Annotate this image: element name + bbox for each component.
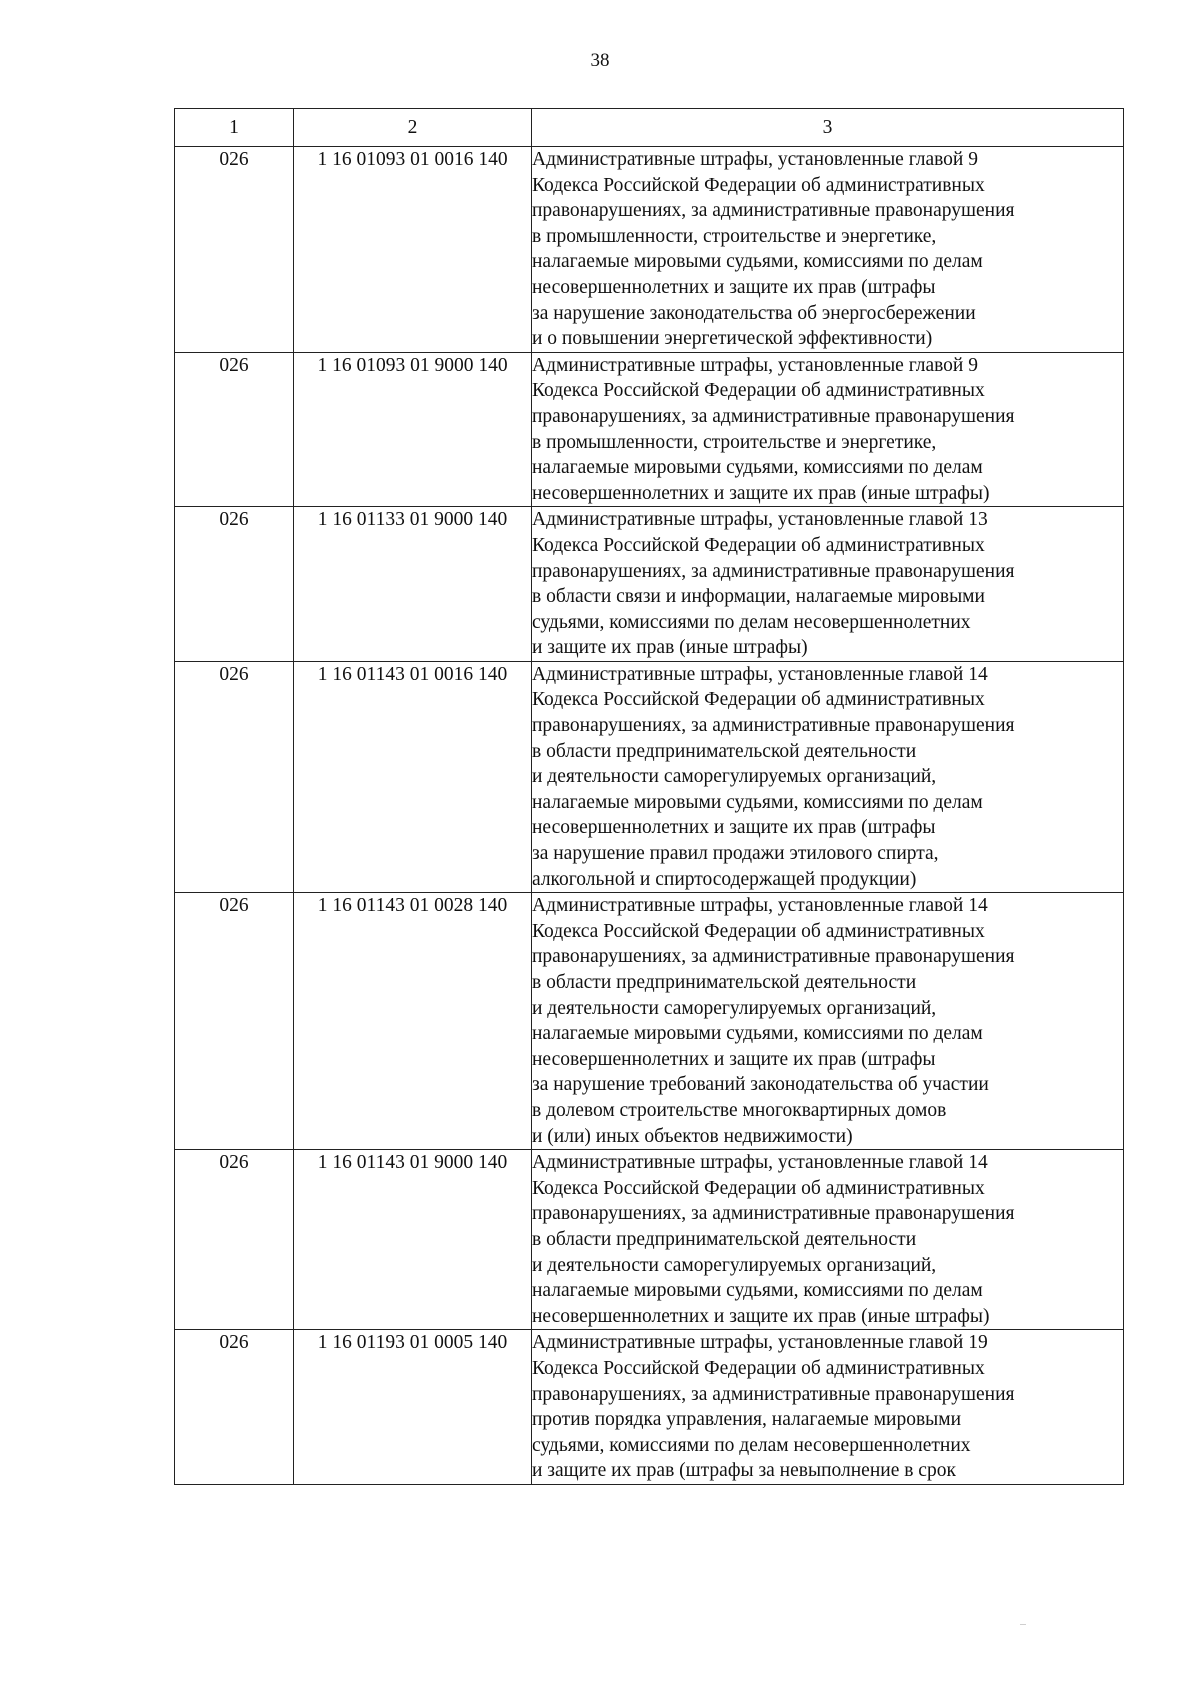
description-cell [532, 147, 1124, 353]
description-line: за нарушение законодательства об энергосбережении [532, 302, 976, 324]
description-line: Административные штрафы, установленные главой 14 [532, 663, 988, 685]
description-line: Административные штрафы, установленные главой 14 [532, 1152, 988, 1174]
description-line: правонарушениях, за административные правонарушения [532, 405, 1015, 427]
description-line: несовершеннолетних и защите их прав (штрафы [532, 276, 936, 298]
description-line: алкогольной и спиртосодержащей продукции) [532, 868, 917, 890]
admin-code-cell: 026 [175, 661, 294, 892]
budget-code-cell: 1 16 01093 01 9000 140 [294, 352, 532, 507]
description-line: Кодекса Российской Федерации об административных [532, 1177, 985, 1199]
description-line: в области предпринимательской деятельности [532, 972, 917, 993]
description-line: налагаемые мировыми судьями, комиссиями по делам [532, 791, 983, 813]
description-line: и защите их прав (иные штрафы) [532, 637, 808, 659]
description-line: несовершеннолетних и защите их прав (штрафы [532, 1048, 936, 1070]
admin-code-cell: 026 [175, 147, 294, 353]
description-line: Кодекса Российской Федерации об административных [532, 920, 985, 942]
description-line: в долевом строительстве многоквартирных домов [532, 1099, 947, 1121]
table-header-row [175, 109, 1124, 147]
description-line: и деятельности саморегулируемых организаций, [532, 1254, 937, 1276]
budget-code-cell: 1 16 01133 01 9000 140 [294, 507, 532, 662]
description-cell [532, 507, 1124, 662]
description-line: в промышленности, строительстве и энергетике, [532, 225, 937, 247]
description-line: за нарушение требований законодательства об участии [532, 1074, 989, 1096]
budget-codes-table [174, 108, 1124, 1485]
description-line: в области предпринимательской деятельности [532, 740, 917, 762]
description-line: и деятельности саморегулируемых организаций, [532, 997, 937, 1019]
description-line: правонарушениях, за административные правонарушения [532, 946, 1015, 968]
description-line: за нарушение правил продажи этилового спирта, [532, 843, 939, 865]
description-line: правонарушениях, за административные правонарушения [532, 1383, 1015, 1405]
table-body [175, 147, 1124, 1485]
table-row [175, 893, 1124, 1150]
description-line: судьями, комиссиями по делам несовершеннолетних [532, 1434, 971, 1456]
admin-code-cell: 026 [175, 1150, 294, 1330]
description-line: правонарушениях, за административные правонарушения [532, 715, 1015, 737]
admin-code-cell: 026 [175, 1330, 294, 1485]
admin-code-cell: 026 [175, 893, 294, 1150]
description-line: налагаемые мировыми судьями, комиссиями по делам [532, 457, 983, 479]
description-cell [532, 352, 1124, 507]
description-line: правонарушениях, за административные правонарушения [532, 200, 1015, 222]
description-line: несовершеннолетних и защите их прав (штрафы [532, 817, 936, 839]
description-line: Кодекса Российской Федерации об административных [532, 174, 985, 196]
description-line: в промышленности, строительстве и энергетике, [532, 431, 937, 453]
description-line: Административные штрафы, установленные главой 19 [532, 1332, 988, 1354]
description-line: и (или) иных объектов недвижимости) [532, 1125, 853, 1147]
description-line: Кодекса Российской Федерации об административных [532, 534, 985, 556]
description-cell [532, 661, 1124, 892]
description-line: Кодекса Российской Федерации об административных [532, 380, 985, 402]
description-line: налагаемые мировыми судьями, комиссиями по делам [532, 251, 983, 273]
description-cell [532, 893, 1124, 1150]
table-row [175, 1330, 1124, 1485]
description-line: и деятельности саморегулируемых организаций, [532, 766, 937, 788]
description-line: Административные штрафы, установленные главой 9 [532, 149, 978, 170]
description-line: правонарушениях, за административные правонарушения [532, 560, 1015, 582]
table-row [175, 352, 1124, 507]
admin-code-cell: 026 [175, 352, 294, 507]
description-line: в области предпринимательской деятельности [532, 1228, 917, 1250]
budget-code-cell: 1 16 01143 01 9000 140 [294, 1150, 532, 1330]
description-line: Кодекса Российской Федерации об административных [532, 689, 985, 711]
description-line: и защите их прав (штрафы за невыполнение в срок [532, 1460, 956, 1482]
budget-code-cell: 1 16 01193 01 0005 140 [294, 1330, 532, 1485]
description-line: в области связи и информации, налагаемые мировыми [532, 586, 985, 608]
description-cell [532, 1330, 1124, 1485]
header-col-1: 1 [175, 109, 294, 147]
description-line: против порядка управления, налагаемые мировыми [532, 1409, 962, 1431]
description-line: судьями, комиссиями по делам несовершеннолетних [532, 611, 971, 633]
header-col-2: 2 [294, 109, 532, 147]
table-row [175, 1150, 1124, 1330]
description-line: налагаемые мировыми судьями, комиссиями по делам [532, 1280, 983, 1302]
description-line: налагаемые мировыми судьями, комиссиями по делам [532, 1023, 983, 1045]
description-line: несовершеннолетних и защите их прав (иные штрафы) [532, 482, 990, 504]
table-row [175, 147, 1124, 353]
description-line: правонарушениях, за административные правонарушения [532, 1203, 1015, 1225]
page-number: 38 [590, 50, 610, 71]
budget-code-cell: 1 16 01143 01 0028 140 [294, 893, 532, 1150]
description-line: и о повышении энергетической эффективности) [532, 328, 933, 350]
table-row [175, 507, 1124, 662]
description-line: несовершеннолетних и защите их прав (иные штрафы) [532, 1305, 990, 1327]
description-cell [532, 1150, 1124, 1330]
budget-code-cell: 1 16 01143 01 0016 140 [294, 661, 532, 892]
table-row [175, 661, 1124, 892]
description-line: Кодекса Российской Федерации об административных [532, 1357, 985, 1379]
budget-code-cell: 1 16 01093 01 0016 140 [294, 147, 532, 353]
scan-mark [1020, 1624, 1026, 1625]
description-line: Административные штрафы, установленные главой 9 [532, 354, 978, 376]
description-line: Административные штрафы, установленные главой 14 [532, 895, 988, 917]
admin-code-cell: 026 [175, 507, 294, 662]
description-line: Административные штрафы, установленные главой 13 [532, 509, 988, 531]
header-col-3: 3 [532, 109, 1124, 147]
